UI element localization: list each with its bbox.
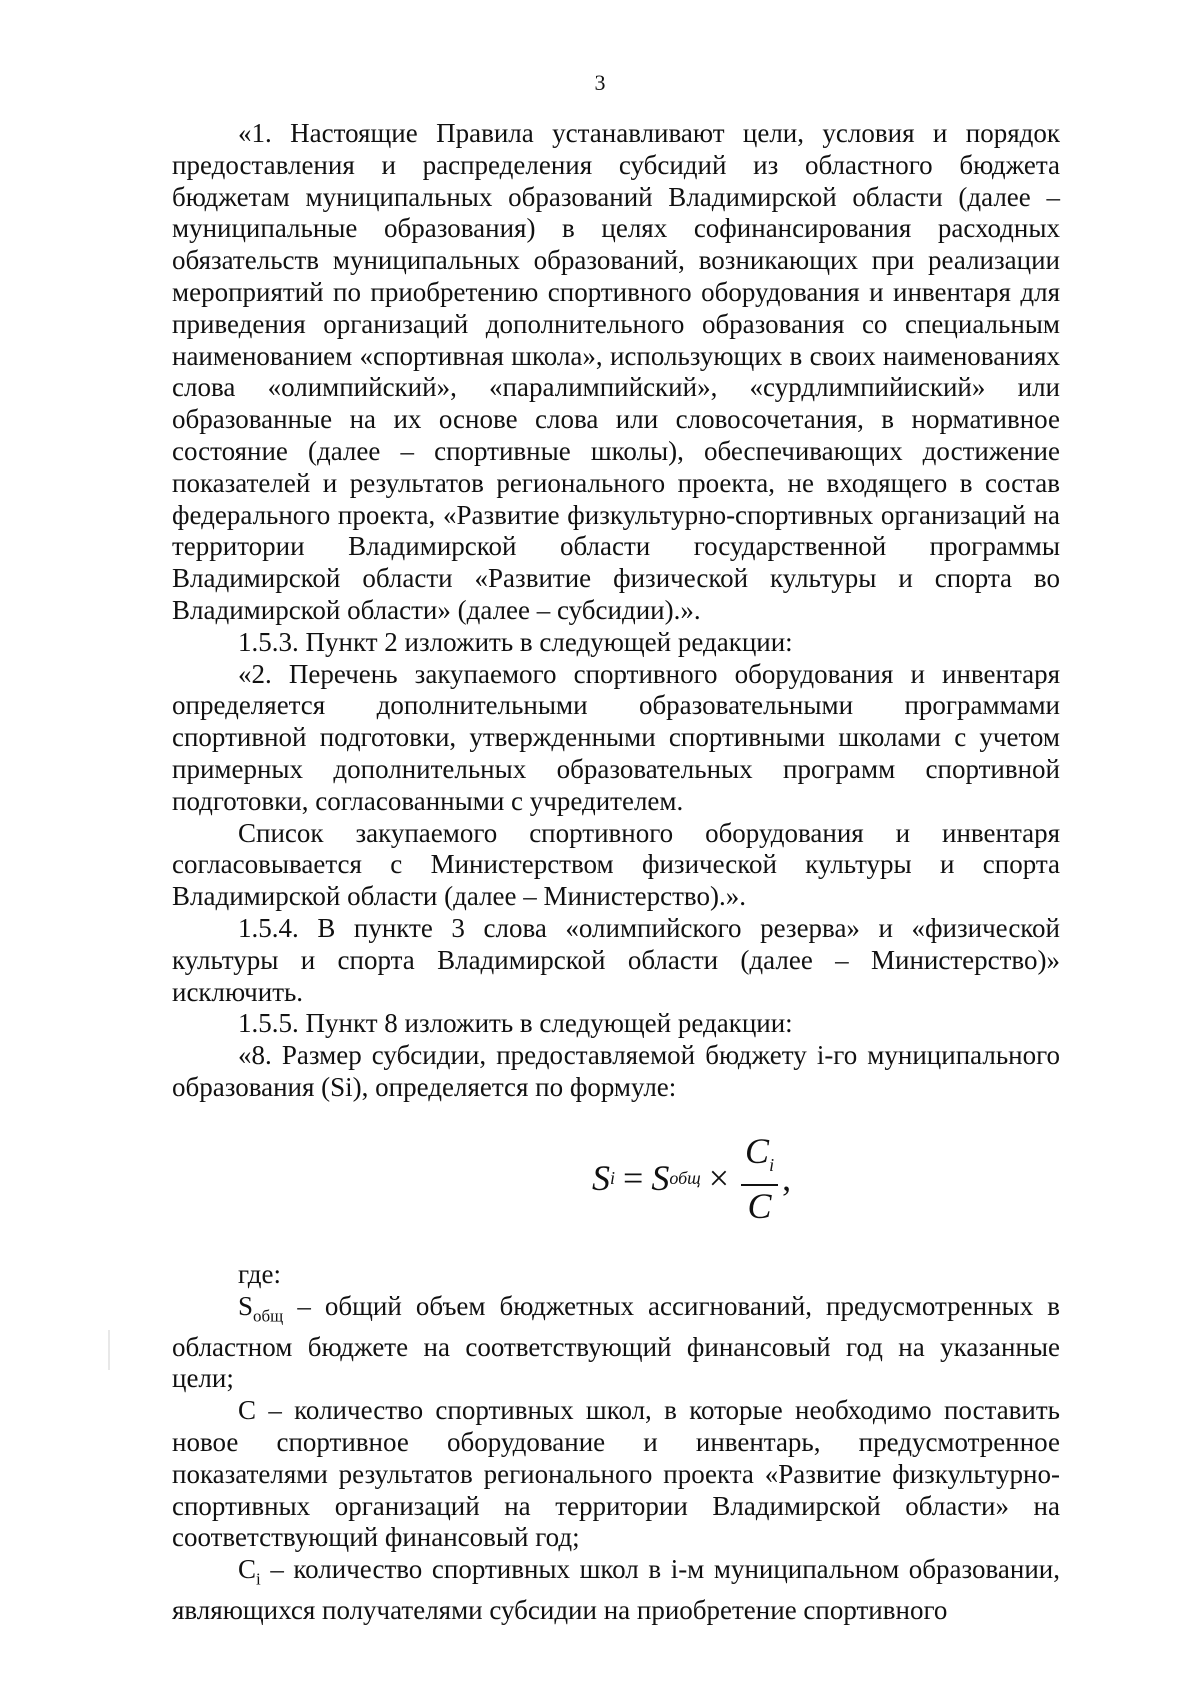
subsidy-formula	[592, 1132, 791, 1226]
paragraph-ci-def	[172, 1554, 1060, 1627]
paragraph-rules-purpose: «1. Настоящие Правила устанавливают цели, условия и порядок предоставления и распределения субсидий из областного бюджета бюджетам муниципальных образований Владимирской области (далее – муниципальные образования) в целях софинансирования расходных обязательств муниципальных образований, возникающих при реализации мероприятий по приобретению спортивного оборудования и инвентаря для приведения организаций дополнительного образования со специальным наименованием «спортивная школа», использующих в своих наименованиях слова «олимпийский», «паралимпийский», «сурдлимпийиский» или образованные на их основе слова или словосочетания, в нормативное состояние (далее – спортивные школы), обеспечивающих достижение показателей и результатов регионального проекта, не входящего в состав федерального проекта, «Развитие физкультурно-спортивных организаций на территории Владимирской области государственной программы Владимирской области «Развитие физической культуры и спорта во Владимирской области» (далее – субсидии).».	[172, 118, 1060, 625]
paragraph-1-5-5: 1.5.5. Пункт 8 изложить в следующей редакции:	[238, 1008, 793, 1039]
paragraph-c-def: C – количество спортивных школ, в которые необходимо поставить новое спортивное оборудование и инвентарь, предусмотренное показателями результатов регионального проекта «Развитие физкультурно-спортивных организаций на территории Владимирской области» на соответствующий финансовый год;	[172, 1395, 1060, 1553]
s-total-definition: – общий объем бюджетных ассигнований, предусмотренных в областном бюджете на соответствующий финансовый год на указанные цели;	[172, 1290, 1060, 1394]
paragraph-1-5-4: 1.5.4. В пункте 3 слова «олимпийского резерва» и «физической культуры и спорта Владимирской области (далее – Министерство)» исключить.	[172, 912, 1060, 1007]
ci-symbol: C	[238, 1554, 257, 1585]
page-number: 3	[594, 70, 606, 95]
formula-equals: =	[623, 1157, 644, 1198]
s-total-subscript: общ	[253, 1305, 284, 1325]
formula-num-c: C	[745, 1130, 770, 1171]
formula-s-total-sub: общ	[669, 1167, 701, 1188]
s-total-symbol: S	[238, 1290, 254, 1321]
paragraph-item-8: «8. Размер субсидии, предоставляемой бюджету i-го муниципального образования (Si), определяется по формуле:	[172, 1040, 1060, 1102]
formula-s-total: S	[651, 1157, 670, 1198]
formula-comma: ,	[782, 1157, 792, 1198]
formula-denominator: C	[747, 1185, 772, 1226]
paragraph-list-approval: Список закупаемого спортивного оборудования и инвентаря согласовывается с Министерством физической культуры и спорта Владимирской области (далее – Министерство).».	[172, 817, 1060, 912]
formula-fraction	[741, 1132, 778, 1226]
paragraph-item-2: «2. Перечень закупаемого спортивного оборудования и инвентаря определяется дополнительными образовательными программами спортивной подготовки, утвержденными спортивными школами с учетом примерных дополнительных образовательных программ спортивной подготовки, согласованными с учредителем.	[172, 658, 1060, 816]
scan-artifact	[108, 1330, 110, 1370]
formula-block	[172, 1104, 1060, 1259]
document-body	[172, 118, 1060, 1627]
paragraph-s-total-def	[172, 1291, 1060, 1396]
formula-lhs-sub: i	[610, 1167, 616, 1188]
paragraph-1-5-3: 1.5.3. Пункт 2 изложить в следующей редакции:	[238, 626, 793, 657]
formula-numerator	[741, 1132, 778, 1186]
ci-subscript: i	[256, 1569, 261, 1589]
ci-definition: – количество спортивных школ в i-м муниципальном образовании, являющихся получателями субсидии на приобретение спортивного	[172, 1554, 1060, 1626]
formula-times: ×	[708, 1157, 730, 1198]
paragraph-where: где:	[238, 1258, 281, 1289]
formula-num-sub: i	[769, 1154, 775, 1175]
formula-lhs: S	[592, 1157, 610, 1198]
